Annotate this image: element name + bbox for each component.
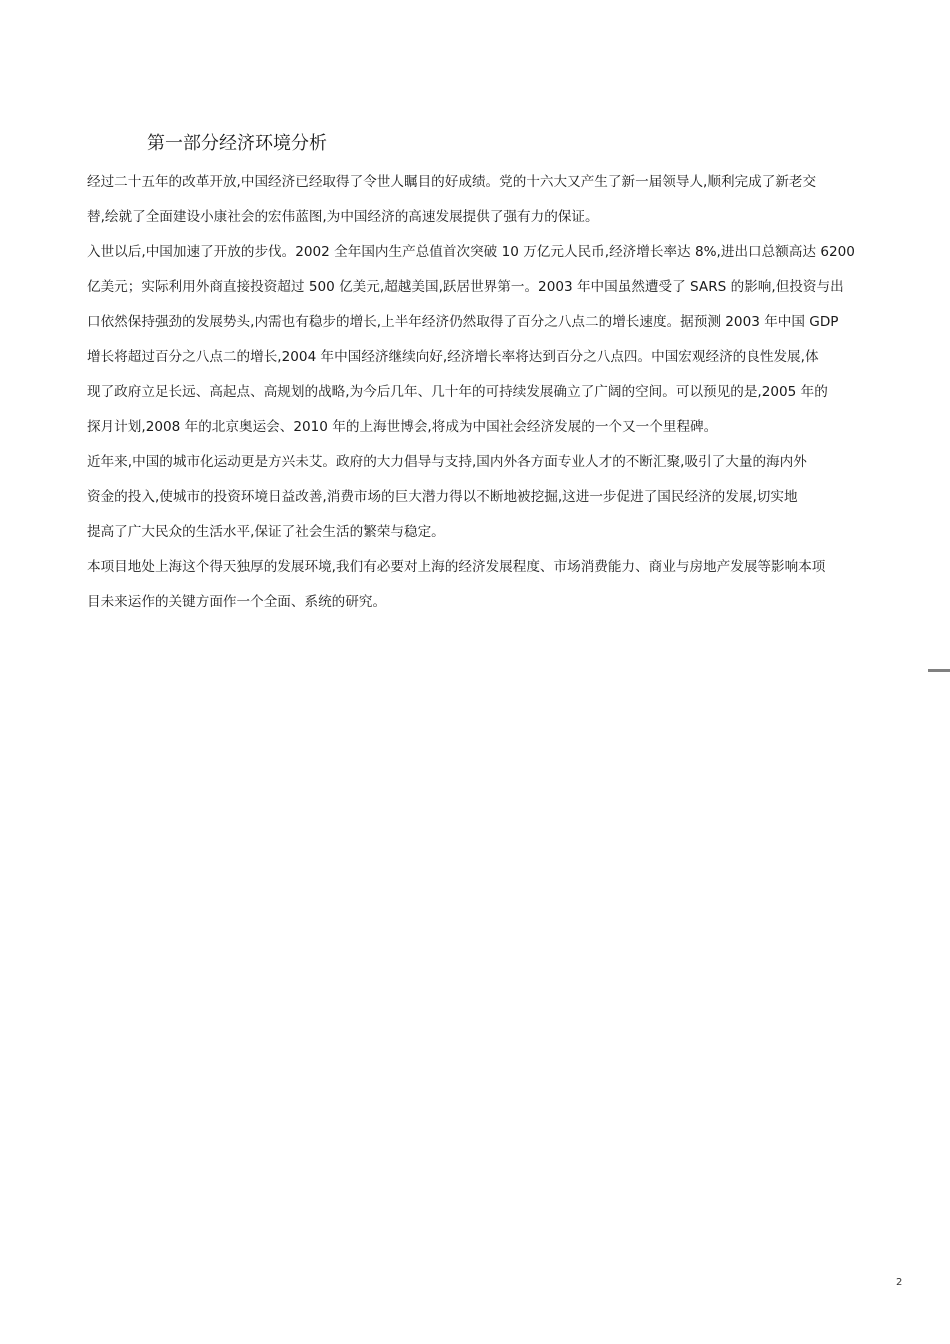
text-line: 口依然保持强劲的发展势头,内需也有稳步的增长,上半年经济仍然取得了百分之八点二的增长速度。据预测 2003 年中国 GDP (87, 314, 839, 330)
text-line: 现了政府立足长远、高起点、高规划的战略,为今后几年、几十年的可持续发展确立了广阔的空间。可以预见的是,2005 年的 (87, 384, 828, 400)
text-line: 本项目地处上海这个得天独厚的发展环境,我们有必要对上海的经济发展程度、市场消费能力、商业与房地产发展等影响本项 (87, 559, 826, 575)
edge-mark (928, 669, 950, 672)
text-line: 替,绘就了全面建设小康社会的宏伟蓝图,为中国经济的高速发展提供了强有力的保证。 (87, 209, 599, 225)
text-line: 入世以后,中国加速了开放的步伐。2002 全年国内生产总值首次突破 10 万亿元人民币,经济增长率达 8%,进出口总额高达 6200 (87, 244, 855, 260)
page-number: 2 (896, 1277, 903, 1288)
text-line: 资金的投入,使城市的投资环境日益改善,消费市场的巨大潜力得以不断地被挖掘,这进一步促进了国民经济的发展,切实地 (87, 489, 798, 505)
text-line: 经过二十五年的改革开放,中国经济已经取得了令世人瞩目的好成绩。党的十六大又产生了新一届领导人,顺利完成了新老交 (87, 174, 817, 190)
text-line: 探月计划,2008 年的北京奥运会、2010 年的上海世博会,将成为中国社会经济发展的一个又一个里程碑。 (87, 419, 718, 435)
text-line: 近年来,中国的城市化运动更是方兴未艾。政府的大力倡导与支持,国内外各方面专业人才的不断汇聚,吸引了大量的海内外 (87, 454, 807, 470)
text-line: 目未来运作的关键方面作一个全面、系统的研究。 (87, 594, 387, 610)
text-line: 增长将超过百分之八点二的增长,2004 年中国经济继续向好,经济增长率将达到百分之八点四。中国宏观经济的良性发展,体 (87, 349, 819, 365)
text-line: 提高了广大民众的生活水平,保证了社会生活的繁荣与稳定。 (87, 524, 445, 540)
text-line: 亿美元；实际利用外商直接投资超过 500 亿美元,超越美国,跃居世界第一。2003 年中国虽然遭受了 SARS 的影响,但投资与出 (87, 279, 844, 295)
body-text (87, 165, 855, 620)
section-title: 第一部分经济环境分析 (147, 133, 327, 154)
